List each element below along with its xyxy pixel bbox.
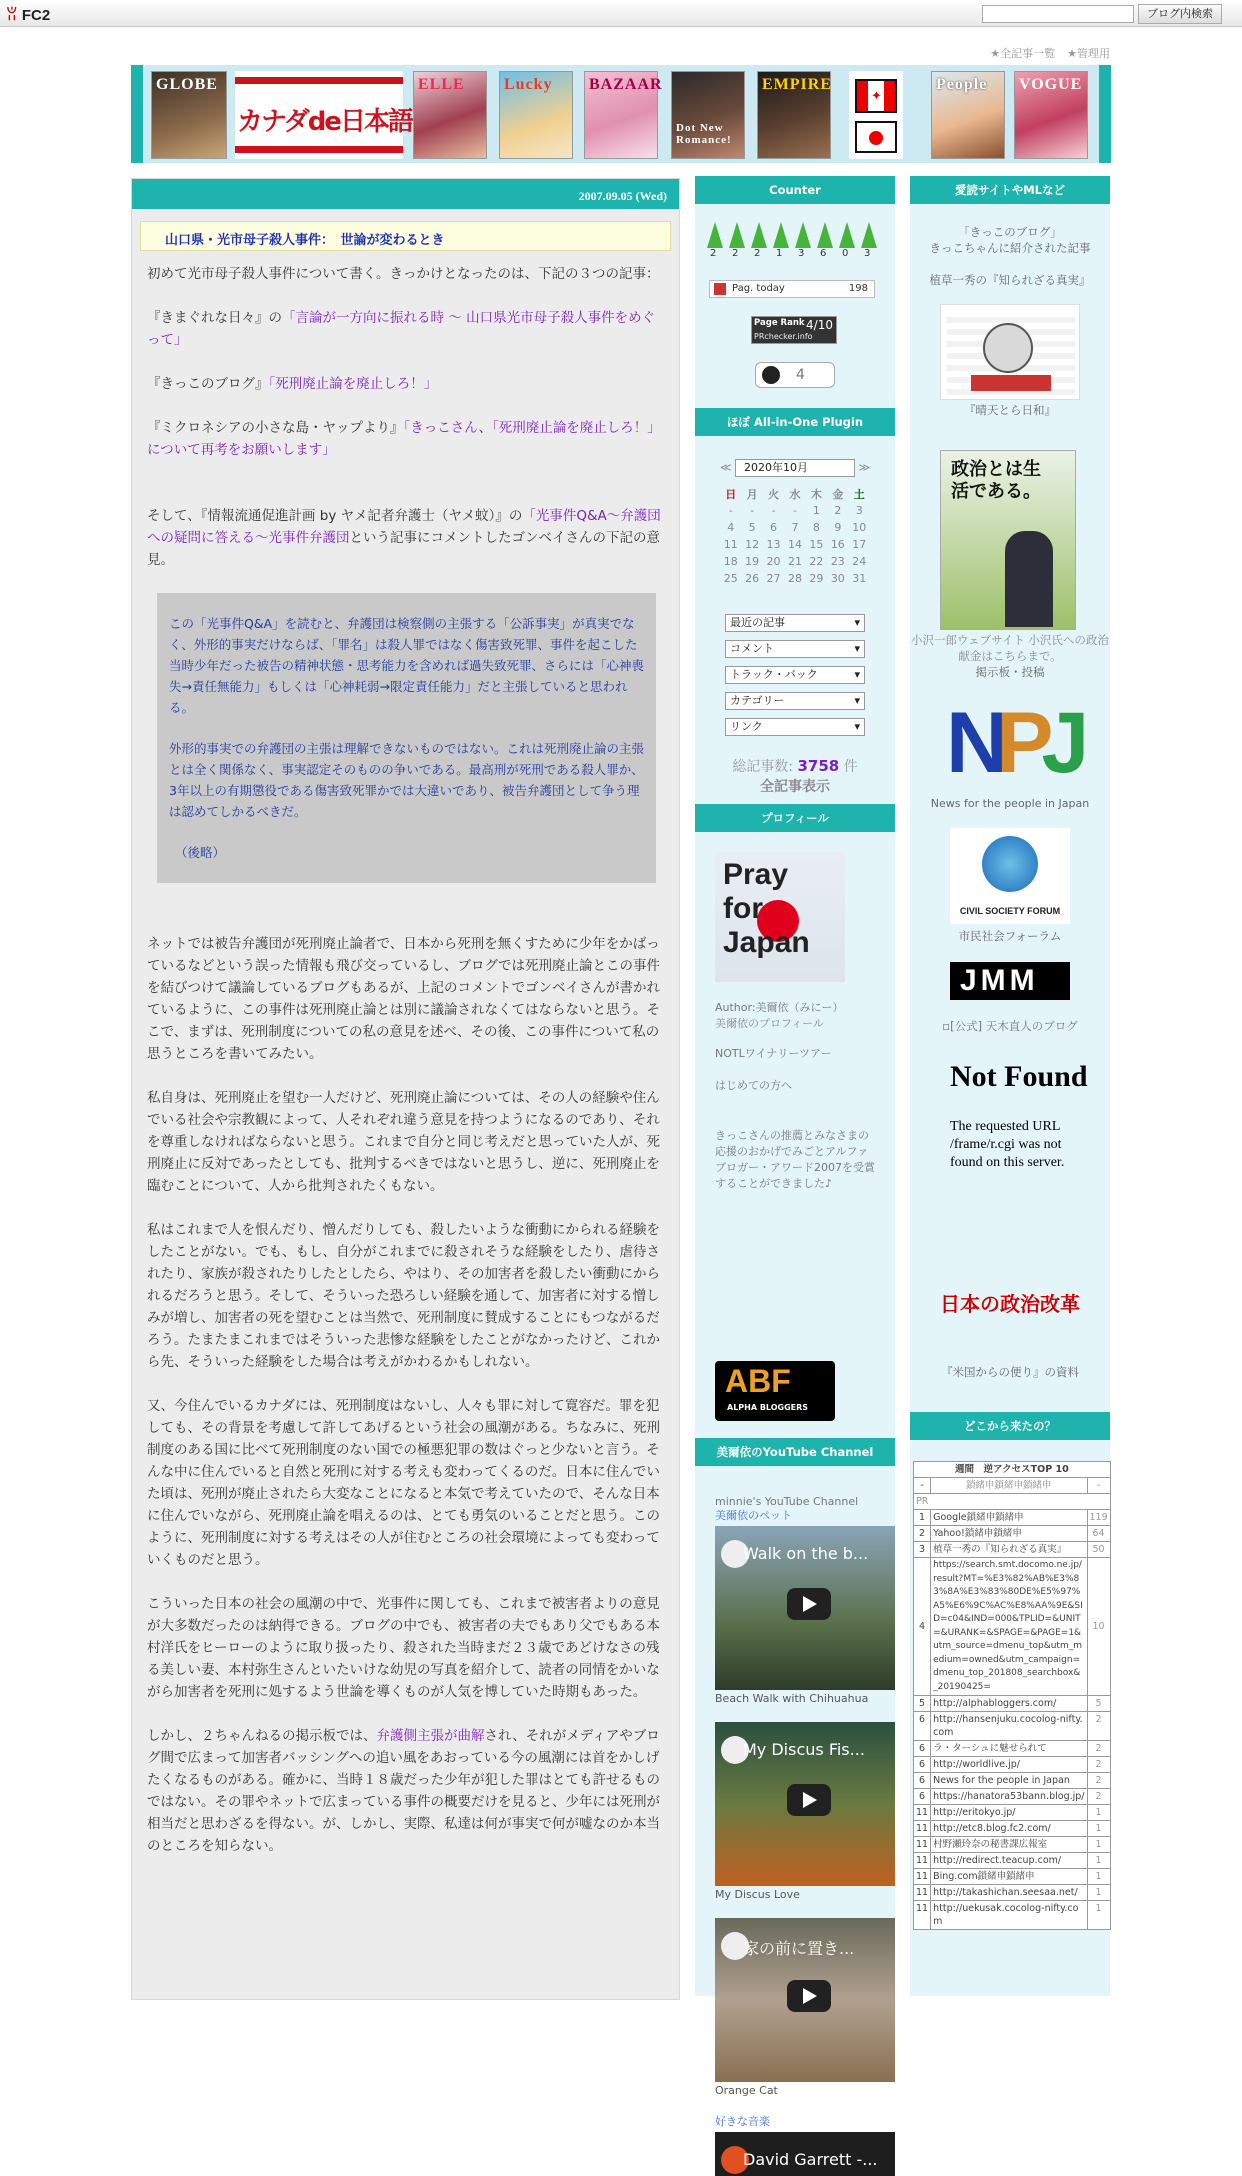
blog-search-button[interactable]: ブログ内検索 [1138, 4, 1222, 24]
link-kikko[interactable]: 「きっこのブログ」 [958, 225, 1062, 239]
page-today-value: 198 [848, 283, 868, 294]
paragraph-source-3 [147, 417, 664, 461]
calendar-next-icon[interactable]: ≫ [858, 461, 871, 474]
select-categories[interactable]: カテゴリー ▾ [725, 692, 865, 710]
video-title: My Discus Fis... [743, 1740, 865, 1759]
text-span: され、それがメディアやブログ間で広まって加害者バッシングへの追い風をあおっている今の風潮には首をかしげたくなるものがある。確かに、当時１８歳だった少年が犯した罪はとても許せるものではない。その罪やネットで広まっている事件の概要だけを見ると、少年には死刑が相当だと思わざるを得ない。が、しかし、実際、私達は何が事実で何が嘘なのか本当のところを知らない。 [147, 1728, 660, 1854]
tree-icon: 2 [749, 222, 769, 260]
entry-date: 2007.09.05 (Wed) [132, 179, 679, 209]
all-entries-link[interactable]: ★全記事一覧 [990, 47, 1056, 60]
bench-icon [971, 375, 1051, 391]
ozawa-poster[interactable] [940, 450, 1076, 630]
blog-search-input[interactable] [982, 5, 1134, 23]
magazine-cover-empire: EMPIRE [757, 71, 831, 159]
select-recent-entries[interactable]: 最近の記事 ▾ [725, 614, 865, 632]
magazine-cover-romance: Dot New Romance! [671, 71, 745, 159]
play-icon[interactable] [787, 1588, 831, 1620]
title-bar-top [235, 77, 403, 84]
abf-logo[interactable]: ABF ALPHA BLOGGERS [715, 1361, 835, 1421]
prchecker-label: PRchecker.info [754, 332, 813, 341]
profile-author: Author:美爾依（みにー） [715, 1001, 844, 1014]
paragraph-body-2: 私自身は、死刑廃止を望む一人だけど、死刑廃止論については、その人の経験や住んでいる社会や宗教観によって、人それぞれ違う意見を持つようになるのであり、それを尊重しなければならないと思う。これまで自分と同じ考えだと思っていた人が、死刑廃止に反対であったとしても、批判するべきではないと思うし、逆に、死刑廃止を臨むことについて、人から批判されたくもない。 [147, 1090, 660, 1194]
quote-paragraph-1: この「光事件Q&A」を読むと、弁護団は検察側の主張する「公訴事実」が真実でなく、外形的事実だけならば、「罪名」は殺人罪ではなく傷害致死罪、事件を起こした当時少年だった被告の精神状態・思考能力を含めれば過失致死罪、さらには「心神喪失→責任無能力」もしくは「心神耗弱→限定責任能力」だと主張していると思われる。 [169, 616, 645, 715]
japan-flag-icon [855, 121, 897, 153]
link-bengo[interactable]: 弁護側主張が曲解 [376, 1728, 485, 1744]
csf-logo[interactable] [950, 828, 1070, 924]
select-comments[interactable]: コメント ▾ [725, 640, 865, 658]
fc2-logo-icon: ꂨ [6, 7, 18, 24]
table-row[interactable]: 4 https://search.smt.docomo.ne.jp/result?MT=%E3%82%AB%E3%83%8A%E3%83%80DE%E5%97%A5%E6%9C%AC%E8%AA%9E&SID=c04&IND=000&TPLID=&UNIT=&URANK=&SPAGE=&PAGE=1&utm_source=dmenu_top&utm_medium=owned&utm_campaign=dmenu_top_201808_searchbox&_20190425= 10 [914, 1558, 1111, 1696]
page-today-counter[interactable] [709, 280, 875, 298]
source-link-kimagure[interactable]: 「言論が一方向に振れる時 ～ 山口県光市母子殺人事件をめぐって」 [147, 310, 656, 348]
fc2-logo[interactable]: ꂨ FC2 [6, 7, 51, 24]
counter-trees [705, 222, 885, 260]
link-keijiban[interactable]: 掲示板・投稿 [975, 665, 1045, 679]
table-row[interactable]: 11 http://takashichan.seesaa.net/ 1 [914, 1885, 1111, 1901]
table-row[interactable]: 6 News for the people in Japan 2 [914, 1773, 1111, 1789]
youtube-pet-link[interactable]: 美爾依のペット [715, 1509, 792, 1522]
select-trackbacks[interactable]: トラック・バック ▾ [725, 666, 865, 684]
pagerank-label: Page Rank [754, 318, 805, 328]
source-name: 『きっこのブログ』 [147, 376, 269, 392]
link-hare[interactable]: 『晴天とら日和』 [964, 403, 1056, 417]
video-caption-2: My Discus Love [715, 1888, 800, 1901]
video-caption-1: Beach Walk with Chihuahua [715, 1692, 869, 1705]
paragraph-comment-source [147, 505, 664, 571]
not-found-title: Not Found [950, 1060, 1088, 1093]
notl-link[interactable]: NOTLワイナリーツアー [715, 1047, 832, 1060]
table-row[interactable]: 6 http://worldlive.jp/ 2 [914, 1757, 1111, 1773]
blog-header[interactable] [131, 65, 1111, 163]
source-name: 『ミクロネシアの小さな島・ヤップより』 [147, 420, 404, 436]
page-today-label: Pag. today [732, 283, 785, 294]
canada-flag-icon: ✦ [855, 79, 897, 113]
video-title: David Garrett -... [743, 2150, 878, 2169]
globe-icon [982, 836, 1038, 892]
calendar-prev-icon[interactable]: ≪ [719, 461, 732, 474]
header-band-right [1099, 65, 1111, 163]
blog-title-banner [235, 71, 412, 159]
youtube-video-3[interactable] [715, 1918, 895, 2082]
links-heading: 愛読サイトやMLなど [910, 176, 1110, 204]
table-row[interactable]: 11 http://eritokyo.jp/ 1 [914, 1805, 1111, 1821]
profile-link[interactable]: 美爾依のプロフィール [715, 1017, 824, 1030]
blog-title: カナダde日本語 [237, 107, 412, 137]
magazine-cover-globe: GLOBE [151, 71, 227, 159]
not-found-text: The requested URL /frame/r.cgi was not found on this server. [950, 1119, 1065, 1170]
pagerank-value: 4/10 [806, 318, 833, 332]
blockquote [157, 593, 656, 883]
source-link-yap[interactable]: 「きっこさん、「死刑廃止論を廃止しろ！」について再考をお願いします」 [147, 420, 661, 458]
music-link[interactable]: 好きな音楽 [715, 2115, 770, 2128]
play-icon[interactable] [787, 1980, 831, 2012]
calendar [715, 459, 875, 587]
table-row[interactable]: 3 植草一秀の『知られざる真実』 50 [914, 1542, 1111, 1558]
ranking-pr: PR [914, 1494, 1111, 1510]
sidebar-middle [695, 176, 895, 2169]
pagerank-badge[interactable] [751, 316, 837, 344]
ranking-subheader: 鎖緒申鎖緒申鎖緒申 [931, 1478, 1087, 1494]
link-uesugi[interactable]: 植草一秀の『知られざる真実』 [929, 273, 1091, 287]
tree-icon: 2 [727, 222, 747, 260]
tree-icon: 6 [815, 222, 835, 260]
table-row[interactable]: 2 Yahoo!鎖緒申鎖緒申 64 [914, 1526, 1111, 1542]
magazine-cover-elle: ELLE [413, 71, 487, 159]
not-found-frame [950, 1054, 1090, 1224]
source-name: そして、『情報流通促進計画 by ヤメ記者弁護士（ヤメ蚊）』の [147, 508, 523, 524]
admin-link[interactable]: ★管理用 [1067, 47, 1110, 60]
show-all-link[interactable]: 全記事表示 [760, 779, 830, 795]
magazine-cover-lucky: Lucky [499, 71, 573, 159]
select-links[interactable]: リンク ▾ [725, 718, 865, 736]
table-row[interactable]: 11 http://etc8.blog.fc2.com/ 1 [914, 1821, 1111, 1837]
table-row[interactable]: 6 https://hanatora53bann.blog.jp/ 2 [914, 1789, 1111, 1805]
allinone-heading: ほぼ All-in-One Plugin [695, 408, 895, 436]
online-icon [762, 366, 780, 384]
seiji-kaikaku-link[interactable]: 日本の政治改革 [940, 1292, 1080, 1316]
magazine-cover-vogue: VOGUE [1014, 71, 1088, 159]
profile-heading: プロフィール [695, 804, 895, 832]
table-row[interactable]: 1 Google鎖緒申鎖緒申 119 [914, 1510, 1111, 1526]
npj-logo[interactable]: NPJ [946, 695, 1078, 791]
beikoku-link[interactable]: 『米国からの便り』の資料 [941, 1365, 1079, 1379]
jmm-logo[interactable]: JMM [950, 962, 1070, 1000]
person-image [1005, 531, 1053, 627]
broken-image-icon: ▫ [942, 1019, 951, 1033]
paragraph-body-6 [147, 1725, 664, 1857]
table-row[interactable]: 11 http://redirect.teacup.com/ 1 [914, 1853, 1111, 1869]
entry-title[interactable]: 山口県・光市母子殺人事件： 世論が変わるとき [140, 221, 671, 251]
magazine-cover-bazaar: BAZAAR [584, 71, 658, 159]
table-row[interactable]: 11 http://uekusak.cocolog-nifty.com 1 [914, 1901, 1111, 1930]
link-ozawa[interactable]: 小沢一郎ウェブサイト 小沢氏への政治献金はこちらまで。 [911, 633, 1109, 663]
poster-text: 政治とは生活である。 [951, 459, 1041, 502]
tree-icon: 2 [705, 222, 725, 260]
video-title: Walk on the b... [743, 1544, 869, 1563]
table-row[interactable]: 6 http://hansenjuku.cocolog-nifty.com 2 [914, 1712, 1111, 1741]
award-text: きっこさんの推薦とみなさまの応援のおかげでみごとアルファブロガー・アワード2007を受賞することができました♪ [715, 1129, 875, 1190]
access-ranking-table: 週間 逆アクセスTOP 10 - 鎖緒申鎖緒申鎖緒申 - PR 1 Google鎖緒申鎖緒申 119 2 Yahoo!鎖緒申鎖緒申 64 3 植草一秀の『知られざる真実』 50 4 https://search.smt.docomo.ne.jp/result?MT=%E3%82%AB%E3%83%8A%E3%83%80DE%E5%97%A5%E6%9C%AC%E8%AA%9E&SID=c04&IND=000&TPLID=&UNIT=&URANK=&SPAGE=&PAGE=1&utm_source=dmenu_top&utm_medium=owned&utm_campaign=dmenu_top_201808_searchbox&_20190425= 10 5 http://alphabloggers.com/ 5 6 http://hansenjuku.cocolog-nifty.com 2 6 ラ・ターシュに魅せられて 2 6 http://worldlive.jp/ 2 6 News for the people in Japan 2 6 https://hanatora53bann.blog.jp/ 2 11 http://eritokyo.jp/ 1 11 http://etc8.blog.fc2.com/ 1 11 村野瀬玲奈の秘書課広報室 1 11 http://redirect.teacup.com/ 1 11 Bing.com鎖緒申鎖緒申 1 11 http://takashichan.seesaa.net/ 1 11 http://uekusak.cocolog-nifty.com 1 [913, 1461, 1111, 1930]
paragraph-body-1: ネットでは被告弁護団が死刑廃止論者で、日本から死刑を無くすために少年をかばっているなどという誤った情報も飛び交っているし、ブログでは死刑廃止論とこの事件を結びつけて議論しているブログもあるが、上記のコメントでゴンベイさんが書かれているように、この事件は死刑廃止論とは別に議論されなくてはならないと思う。そこで、まずは、死刑制度についての私の意見を述べ、その後、この事件について私の思うところを書いてみたい。 [147, 936, 660, 1062]
first-time-link[interactable]: はじめての方へ [715, 1079, 792, 1092]
source-suffix: という記事にコメントしたゴンベイさんの下記の意見。 [147, 530, 660, 568]
magazine-cover-people: People [931, 71, 1005, 159]
youtube-heading: 美爾依のYouTube Channel [695, 1438, 895, 1466]
title-bar-bottom [235, 146, 403, 153]
total-entries: 総記事数: 3758 件 全記事表示 [695, 756, 895, 796]
header-band-left [131, 65, 143, 163]
tree-icon: 3 [793, 222, 813, 260]
mouse-icon [983, 323, 1033, 373]
table-row[interactable]: 11 Bing.com鎖緒申鎖緒申 1 [914, 1869, 1111, 1885]
quote-paragraph-2: 外形的事実での弁護団の主張は理解できないものではない。これは死刑廃止論の主張とは全く関係なく、事実認定そのものの争いである。最高刑が死刑である殺人罪か、3年以上の有期懲役である傷害致死罪かでは大違いであり、被告弁護団として争う理は認めてしかるべきだ。 [169, 741, 645, 819]
calendar-month-select[interactable]: 2020年10月 [735, 459, 855, 477]
video-caption-3: Orange Cat [715, 2084, 778, 2097]
paragraph-body-3: 私はこれまで人を恨んだり、憎んだりしても、殺したいような衝動にかられる経験をしたことがない。でも、もし、自分がこれまでに殺されそうな経験をしたり、虐待されたり、家族が殺されたりしたとしたら、やはり、その加害者を殺したい衝動にかられるだろうと思う。そして、そういった恐ろしい経験を通して、加害者に対する憎しみが増し、加害者の死を望むことは当然で、死刑制度に賛成することにもつながるだろう。たまたまこれまではそういった悲惨な経験をしたことがなかったけど、これから先、そういった経験をした場合は考えがかわるかもしれない。 [147, 1222, 660, 1370]
where-heading: どこから来たの？ [910, 1412, 1110, 1440]
hare-banner[interactable] [940, 304, 1080, 400]
flags-logo [849, 71, 903, 159]
table-row[interactable]: 11 村野瀬玲奈の秘書課広報室 1 [914, 1837, 1111, 1853]
sidebar-right [910, 176, 1110, 1996]
online-value: 4 [796, 367, 805, 383]
youtube-video-1[interactable] [715, 1526, 895, 1690]
ranking-title: 週間 逆アクセスTOP 10 [914, 1462, 1111, 1478]
csf-caption[interactable]: 市民社会フォーラム [958, 929, 1062, 943]
paragraph-source-2 [147, 373, 664, 395]
tree-icon: 3 [859, 222, 879, 260]
calendar-grid: 日 月 火 水 木 金 土 - - - - 1 2 3 4 5 6 7 8 9 10 11 12 13 14 15 16 17 18 19 20 21 22 23 24 25 26 27 28 29 30 31 [723, 487, 867, 585]
text-span: しかし、２ちゃんねるの掲示板では、 [147, 1728, 377, 1744]
paragraph-body-5: こういった日本の社会の風潮の中で、光事件に関しても、これまで被害者よりの意見が大多数だったのは納得できる。ブログの中でも、被害者の夫でもあり父でもある本村洋氏をヒーローのように取り扱ったり、殺された当時まだ２３歳であどけなさの残る美しい妻、本村弥生さんといたいけな幼児の写真を紹介して、読者の同情をかいながら加害者を死刑に処するよう世論を導くものが人気を博していた時期もあった。 [147, 1596, 660, 1700]
counter-heading: Counter [695, 176, 895, 204]
youtube-video-2[interactable] [715, 1722, 895, 1886]
fc2-toolbar [0, 0, 1242, 27]
play-icon[interactable] [787, 1784, 831, 1816]
pray-for-japan-image: Pray for Japan [715, 852, 845, 982]
main-entry [131, 178, 680, 2000]
tree-icon: 0 [837, 222, 857, 260]
paragraph-source-1 [147, 307, 664, 351]
link-kikko-sub[interactable]: きっこちゃんに紹介された記事 [929, 241, 1091, 255]
quote-paragraph-3: （後略） [175, 845, 226, 860]
youtube-video-4[interactable] [715, 2132, 895, 2176]
top-links [900, 45, 1110, 61]
youtube-channel-label: minnie's YouTube Channel [715, 1495, 859, 1508]
table-row[interactable]: 6 ラ・ターシュに魅せられて 2 [914, 1741, 1111, 1757]
source-name: 『きまぐれな日々』の [147, 310, 282, 326]
video-title: 家の前に置き... [743, 1939, 855, 1958]
source-link-yamebun[interactable]: 「光事件Q&A～弁護団への疑問に答える～光事件弁護団 [147, 508, 661, 546]
csf-text: CIVIL SOCIETY FORUM [959, 906, 1061, 916]
paragraph-body-4: 又、今住んでいるカナダには、死刑制度はないし、人々も罪に対して寛容だ。罪を犯しても、その背景を考慮して許してあげるという社会の風潮がある。ちなみに、死刑制度のある国に比べて死刑制度のない国での極悪犯罪の数はぐっと少ないと言う。そんな中に住んでいると自然と死刑に対する考えも変わってくるのだ。日本に住んでいた頃は、死刑が廃止されたら大変なことになると本気で考えていたので、そんな日本に住んでいながら、死刑廃止論を唱えるのは、とても勇気のいることだと思う。このように、死刑制度に対する考えはその人が住むところの社会環境によっても変わっていくものだと思う。 [147, 1398, 660, 1568]
tree-icon: 1 [771, 222, 791, 260]
entry-body [132, 251, 679, 1857]
table-row[interactable]: 5 http://alphabloggers.com/ 5 [914, 1696, 1111, 1712]
npj-caption: News for the people in Japan [930, 797, 1090, 810]
paragraph-intro: 初めて光市母子殺人事件について書く。きっかけとなったのは、下記の３つの記事： [147, 266, 660, 282]
source-link-kikko[interactable]: 「死刑廃止論を廃止しろ！」 [268, 376, 438, 392]
online-counter[interactable] [755, 362, 835, 388]
amaki-blog-link[interactable]: ▫[公式] 天木直人のブログ [942, 1019, 1078, 1033]
chart-icon [714, 283, 726, 295]
